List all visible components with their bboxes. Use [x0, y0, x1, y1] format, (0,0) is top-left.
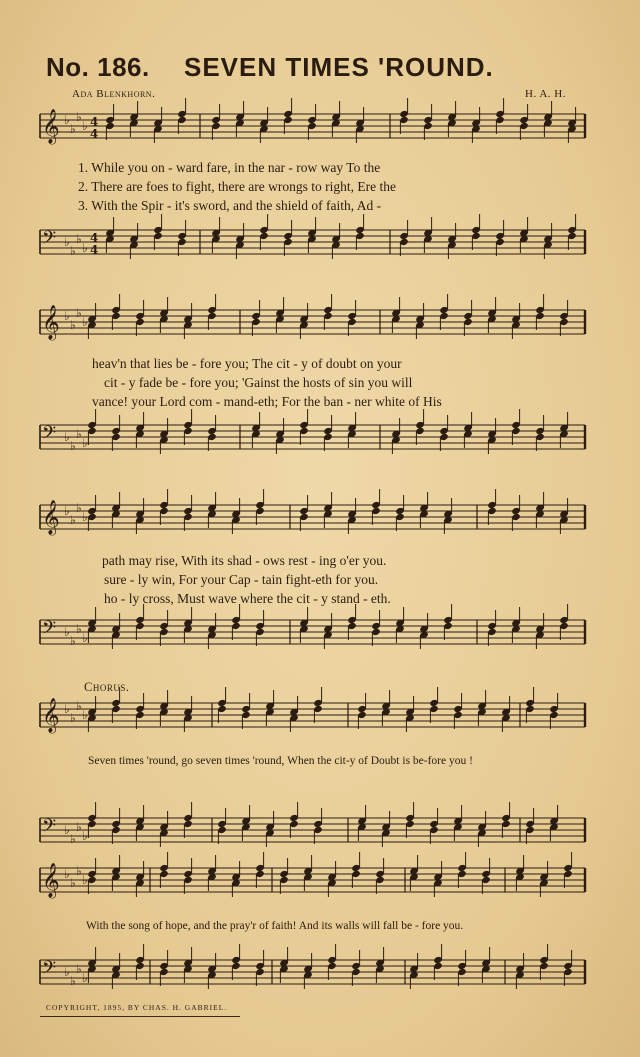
treble-clef: 𝄞: [42, 698, 60, 733]
bass-clef: 𝄢: [42, 958, 57, 983]
flat-sign: ♭: [76, 699, 82, 713]
bass-clef: 𝄢: [42, 618, 57, 643]
flat-sign: ♭: [64, 430, 70, 444]
composer-credit: H. A. H.: [525, 88, 566, 100]
flat-sign: ♭: [82, 510, 88, 524]
flat-sign: ♭: [70, 122, 76, 136]
flat-sign: ♭: [82, 873, 88, 887]
flat-sign: ♭: [82, 708, 88, 722]
flat-sign: ♭: [82, 315, 88, 329]
verse-1-line-3: path may rise, With its shad - ows rest - ing o'er you.: [102, 553, 387, 568]
chorus-label: Chorus.: [84, 680, 130, 694]
hymn-title: SEVEN TIMES 'ROUND.: [184, 52, 494, 82]
flat-sign: ♭: [64, 309, 70, 323]
verse-2-line-2: cit - y fade be - fore you; 'Gainst the hosts of sin you will: [104, 375, 413, 390]
time-signature-bottom: 4: [90, 127, 99, 141]
hymn-number: No. 186.: [46, 52, 150, 82]
flat-sign: ♭: [64, 504, 70, 518]
flat-sign: ♭: [70, 244, 76, 258]
flat-sign: ♭: [64, 823, 70, 837]
flat-sign: ♭: [64, 235, 70, 249]
flat-sign: ♭: [64, 965, 70, 979]
copyright-rule: [40, 1016, 240, 1017]
flat-sign: ♭: [76, 232, 82, 246]
verse-2-line-3: sure - ly win, For your Cap - tain fight-eth for you.: [104, 572, 379, 587]
treble-clef: 𝄞: [42, 500, 60, 535]
flat-sign: ♭: [64, 702, 70, 716]
bass-clef: 𝄢: [42, 228, 57, 253]
flat-sign: ♭: [64, 113, 70, 127]
bass-clef: 𝄢: [42, 423, 57, 448]
flat-sign: ♭: [70, 318, 76, 332]
flat-sign: ♭: [76, 962, 82, 976]
flat-sign: ♭: [76, 820, 82, 834]
flat-sign: ♭: [82, 829, 88, 843]
flat-sign: ♭: [70, 832, 76, 846]
lyricist-credit: Ada Blenkhorn.: [72, 88, 156, 100]
chorus-line-1: Seven times 'round, go seven times 'round, When the cit-y of Doubt is be-fore you !: [88, 755, 473, 767]
flat-sign: ♭: [76, 864, 82, 878]
flat-sign: ♭: [64, 625, 70, 639]
time-signature-bottom: 4: [90, 243, 99, 257]
flat-sign: ♭: [70, 634, 76, 648]
flat-sign: ♭: [64, 867, 70, 881]
flat-sign: ♭: [76, 427, 82, 441]
flat-sign: ♭: [76, 622, 82, 636]
flat-sign: ♭: [82, 119, 88, 133]
treble-clef: 𝄞: [42, 109, 60, 144]
bass-clef: 𝄢: [42, 816, 57, 841]
verse-2-line-1: 2. There are foes to fight, there are wrongs to right, Ere the: [78, 179, 397, 194]
verse-3-line-3: ho - ly cross, Must wave where the cit - y stand - eth.: [104, 591, 391, 606]
flat-sign: ♭: [82, 631, 88, 645]
flat-sign: ♭: [82, 436, 88, 450]
flat-sign: ♭: [76, 501, 82, 515]
verse-3-line-1: 3. With the Spir - it's sword, and the shield of faith, Ad -: [78, 198, 382, 213]
flat-sign: ♭: [70, 439, 76, 453]
flat-sign: ♭: [70, 876, 76, 890]
flat-sign: ♭: [82, 971, 88, 985]
flat-sign: ♭: [82, 241, 88, 255]
treble-clef: 𝄞: [42, 305, 60, 340]
flat-sign: ♭: [76, 110, 82, 124]
flat-sign: ♭: [70, 974, 76, 988]
verse-3-line-2: vance! your Lord com - mand-eth; For the ban - ner white of His: [92, 394, 442, 409]
copyright-notice: COPYRIGHT, 1895, BY CHAS. H. GABRIEL.: [46, 1003, 228, 1012]
time-signature-top: 4: [90, 231, 99, 245]
verse-1-line-2: heav'n that lies be - fore you; The cit - y of doubt on your: [92, 356, 402, 371]
verse-1-line-1: 1. While you on - ward fare, in the nar - row way To the: [78, 160, 381, 175]
chorus-line-2: With the song of hope, and the pray'r of faith! And its walls will fall be - fore you.: [86, 920, 464, 932]
flat-sign: ♭: [70, 711, 76, 725]
time-signature-top: 4: [90, 115, 99, 129]
flat-sign: ♭: [70, 513, 76, 527]
treble-clef: 𝄞: [42, 863, 60, 898]
flat-sign: ♭: [76, 306, 82, 320]
